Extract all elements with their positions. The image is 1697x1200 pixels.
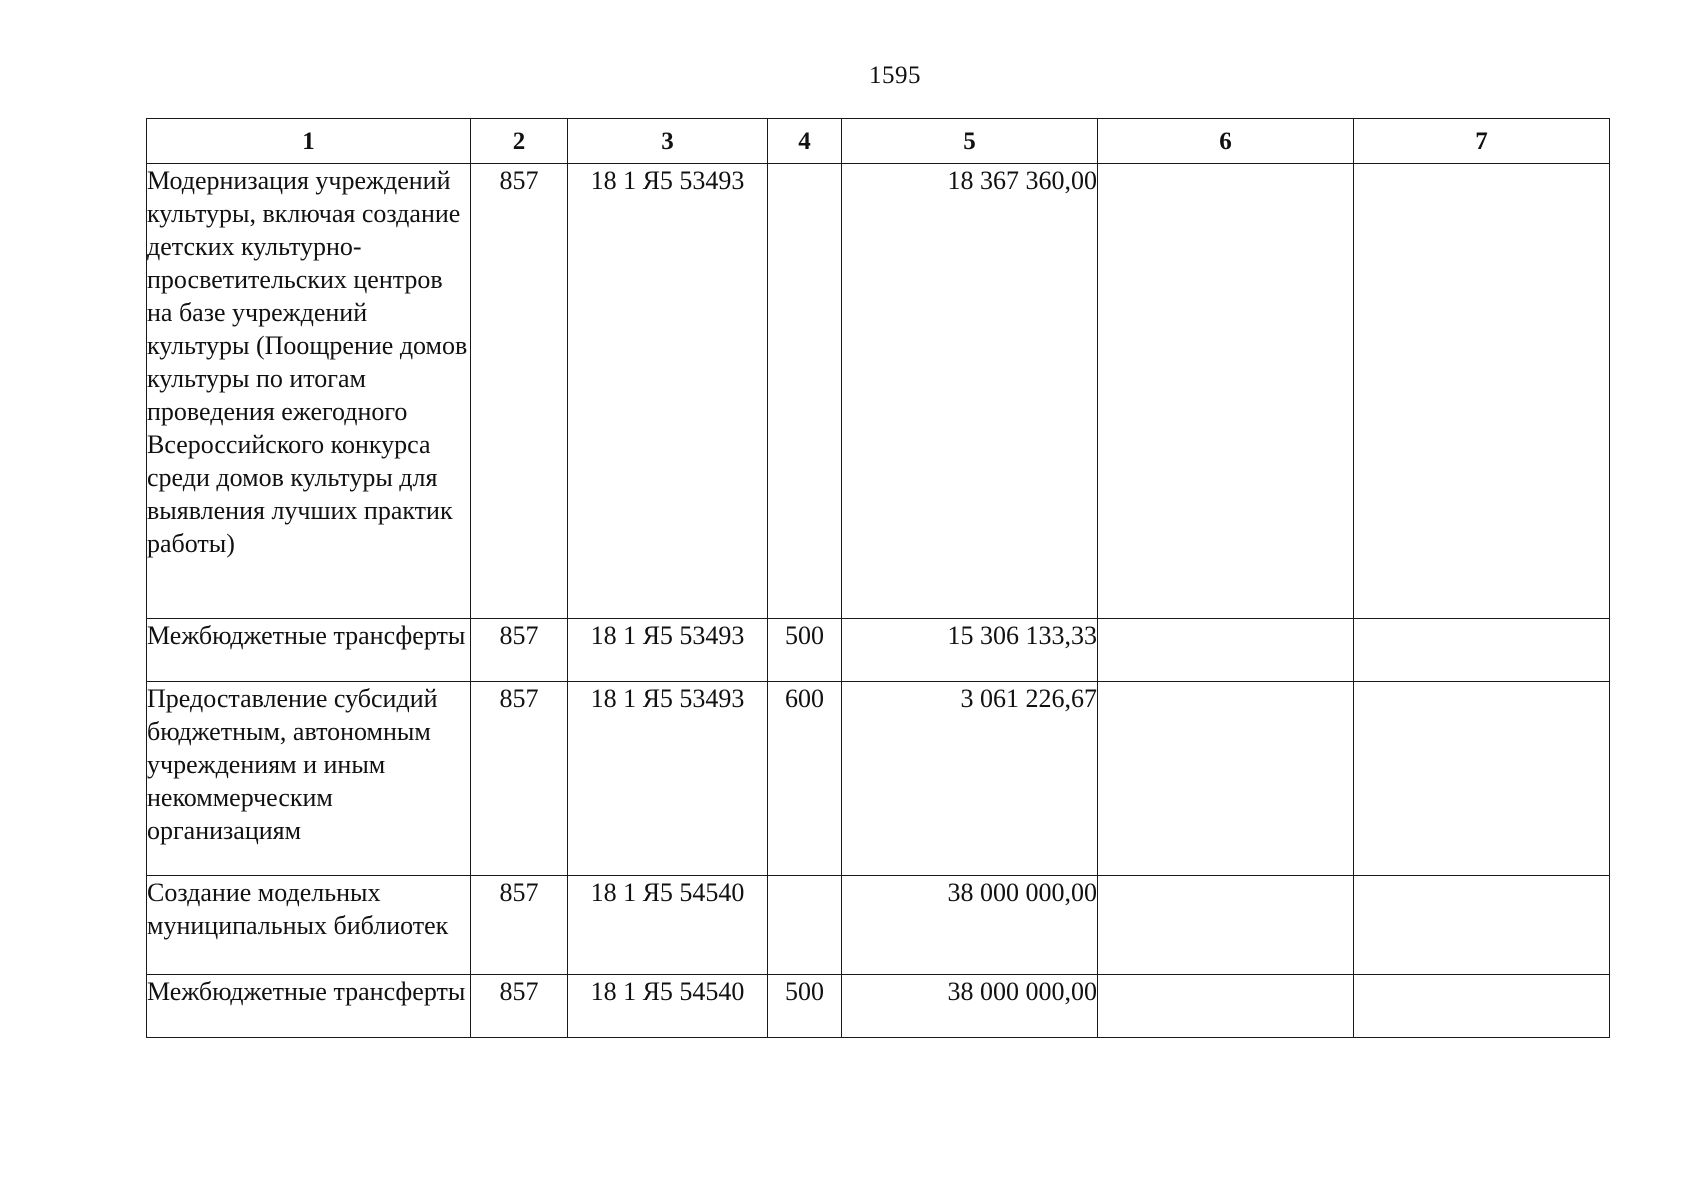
cell-vr [768, 164, 842, 619]
cell-grbs: 857 [471, 876, 568, 975]
table-header [147, 119, 1610, 164]
cell-vr: 500 [768, 975, 842, 1038]
cell-col6 [1098, 876, 1354, 975]
table-body [147, 164, 1610, 1038]
table-row [147, 975, 1610, 1038]
table-row [147, 876, 1610, 975]
cell-col6 [1098, 682, 1354, 876]
cell-col6 [1098, 619, 1354, 682]
cell-vr: 600 [768, 682, 842, 876]
cell-vr [768, 876, 842, 975]
header-col-7: 7 [1354, 119, 1610, 164]
cell-col7 [1354, 876, 1610, 975]
header-col-4: 4 [768, 119, 842, 164]
cell-grbs: 857 [471, 164, 568, 619]
cell-grbs: 857 [471, 619, 568, 682]
cell-name: Предоставление субсидий бюджетным, автономным учреждениям и иным некоммерческим организациям [147, 682, 471, 876]
header-col-1: 1 [147, 119, 471, 164]
header-col-6: 6 [1098, 119, 1354, 164]
cell-name: Модернизация учреждений культуры, включая создание детских культурно-просветительских центров на базе учреждений культуры (Поощрение домов культуры по итогам проведения ежегодного Всероссийского конкурса среди домов культуры для выявления лучших практик работы) [147, 164, 471, 619]
cell-col7 [1354, 164, 1610, 619]
header-col-3: 3 [568, 119, 768, 164]
cell-csr: 18 1 Я5 53493 [568, 619, 768, 682]
cell-csr: 18 1 Я5 54540 [568, 975, 768, 1038]
budget-table [146, 118, 1610, 1038]
cell-col7 [1354, 619, 1610, 682]
cell-col6 [1098, 975, 1354, 1038]
table-row [147, 619, 1610, 682]
cell-amount: 38 000 000,00 [842, 975, 1098, 1038]
cell-name: Межбюджетные трансферты [147, 975, 471, 1038]
cell-csr: 18 1 Я5 54540 [568, 876, 768, 975]
cell-amount: 3 061 226,67 [842, 682, 1098, 876]
cell-col7 [1354, 975, 1610, 1038]
cell-col6 [1098, 164, 1354, 619]
cell-grbs: 857 [471, 682, 568, 876]
header-col-5: 5 [842, 119, 1098, 164]
cell-amount: 38 000 000,00 [842, 876, 1098, 975]
header-row [147, 119, 1610, 164]
cell-amount: 15 306 133,33 [842, 619, 1098, 682]
page-number: 1595 [869, 62, 921, 89]
table-row [147, 164, 1610, 619]
cell-name: Межбюджетные трансферты [147, 619, 471, 682]
cell-vr: 500 [768, 619, 842, 682]
cell-name: Создание модельных муниципальных библиотек [147, 876, 471, 975]
cell-amount: 18 367 360,00 [842, 164, 1098, 619]
cell-csr: 18 1 Я5 53493 [568, 682, 768, 876]
header-col-2: 2 [471, 119, 568, 164]
table-row [147, 682, 1610, 876]
cell-csr: 18 1 Я5 53493 [568, 164, 768, 619]
cell-grbs: 857 [471, 975, 568, 1038]
cell-col7 [1354, 682, 1610, 876]
